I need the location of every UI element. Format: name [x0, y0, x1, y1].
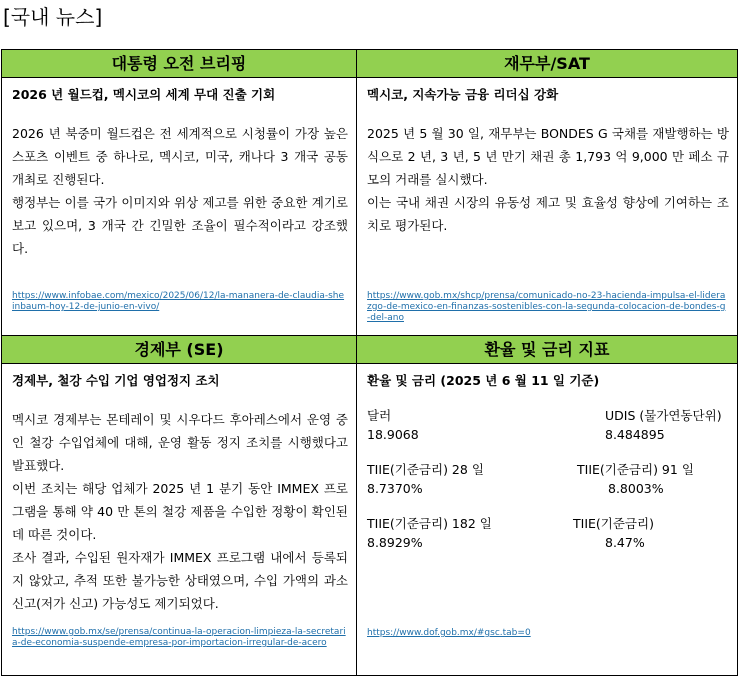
cell-body: [12, 408, 348, 615]
indicator-tiie: [573, 514, 654, 552]
indicator-value: 8.7370%: [367, 481, 423, 496]
indicator-tiie-182: [367, 514, 492, 552]
source-link[interactable]: https://www.dof.gob.mx/#gsc.tab=0: [367, 628, 531, 638]
cell-header: 대통령 오전 브리핑: [2, 50, 356, 78]
cell-subtitle: 2026 년 월드컵, 멕시코의 세계 무대 진출 기회: [12, 87, 276, 102]
indicator-value: 8.8003%: [608, 481, 664, 496]
cell-header: 재무부/SAT: [357, 50, 737, 78]
cell-header: 경제부 (SE): [2, 336, 356, 364]
treasury-cell: [357, 50, 737, 335]
paragraph: 이는 국내 채권 시장의 유동성 제고 및 효율성 향상에 기여하는 조치로 평가된다.: [367, 195, 729, 233]
economy-cell: [2, 336, 356, 675]
paragraph: 2025 년 5 월 30 일, 재무부는 BONDES G 국채를 재발행하는 방식으로 2 년, 3 년, 5 년 만기 채권 총 1,793 억 9,000 만 페소 규모의 거래를 실시했다.: [367, 126, 729, 187]
cell-subtitle: 경제부, 철강 수입 기업 영업정지 조치: [12, 373, 220, 388]
cell-subtitle: 환율 및 금리 (2025 년 6 월 11 일 기준): [367, 373, 600, 388]
source-link[interactable]: https://www.gob.mx/shcp/prensa/comunicado-no-23-hacienda-impulsa-el-liderazgo-de-mexico-en-finanzas-sostenibles-con-la-segunda-colocacion-de-bondes-g-del-ano: [367, 291, 726, 323]
cell-header: 환율 및 금리 지표: [357, 336, 737, 364]
briefing-cell: [2, 50, 356, 335]
paragraph: 2026 년 북중미 월드컵은 전 세계적으로 시청률이 가장 높은 스포츠 이벤트 중 하나로, 멕시코, 미국, 캐나다 3 개국 공동 개최로 진행된다.: [12, 126, 348, 187]
indicator-value: 18.9068: [367, 427, 419, 442]
indicator-label: TIIE(기준금리): [573, 516, 654, 531]
source-link[interactable]: https://www.gob.mx/se/prensa/continua-la-operacion-limpieza-la-secretaria-de-economia-suspende-empresa-por-importacion-irregular-de-acero: [12, 627, 346, 648]
indicator-value: 8.8929%: [367, 535, 423, 550]
cell-subtitle: 멕시코, 지속가능 금융 리더십 강화: [367, 87, 559, 102]
page-title: [국내 뉴스]: [3, 5, 103, 29]
rates-cell: [357, 336, 737, 675]
news-table: [1, 49, 738, 676]
paragraph: 이번 조치는 해당 업체가 2025 년 1 분기 동안 IMMEX 프로그램을 통해 약 40 만 톤의 철강 제품을 수입한 정황이 확인된 데 따른 것이다.: [12, 481, 348, 542]
indicator-label: UDIS (물가연동단위): [605, 408, 722, 423]
indicator-value: 8.47%: [605, 535, 645, 550]
indicator-label: 달러: [367, 408, 392, 423]
indicator-label: TIIE(기준금리) 28 일: [367, 462, 484, 477]
indicator-label: TIIE(기준금리) 91 일: [577, 462, 694, 477]
cell-body: [367, 122, 729, 237]
indicator-udis: [605, 406, 722, 444]
indicator-label: TIIE(기준금리) 182 일: [367, 516, 492, 531]
indicator-usd: [367, 406, 419, 444]
indicator-tiie-91: [577, 460, 694, 498]
source-link[interactable]: https://www.infobae.com/mexico/2025/06/12/la-mananera-de-claudia-sheinbaum-hoy-12-de-junio-en-vivo/: [12, 291, 345, 312]
paragraph: 행정부는 이를 국가 이미지와 위상 제고를 위한 중요한 계기로 보고 있으며, 3 개국 간 긴밀한 조율이 필수적이라고 강조했다.: [12, 195, 348, 256]
cell-body: [12, 122, 348, 260]
indicator-tiie-28: [367, 460, 484, 498]
indicator-value: 8.484895: [605, 427, 665, 442]
paragraph: 조사 결과, 수입된 원자재가 IMMEX 프로그램 내에서 등록되지 않았고, 추적 또한 불가능한 상태였으며, 수입 가액의 과소 신고(저가 신고) 가능성도 제기되었다.: [12, 550, 348, 611]
paragraph: 멕시코 경제부는 몬테레이 및 시우다드 후아레스에서 운영 중인 철강 수입업체에 대해, 운영 활동 정지 조치를 시행했다고 발표했다.: [12, 412, 348, 473]
